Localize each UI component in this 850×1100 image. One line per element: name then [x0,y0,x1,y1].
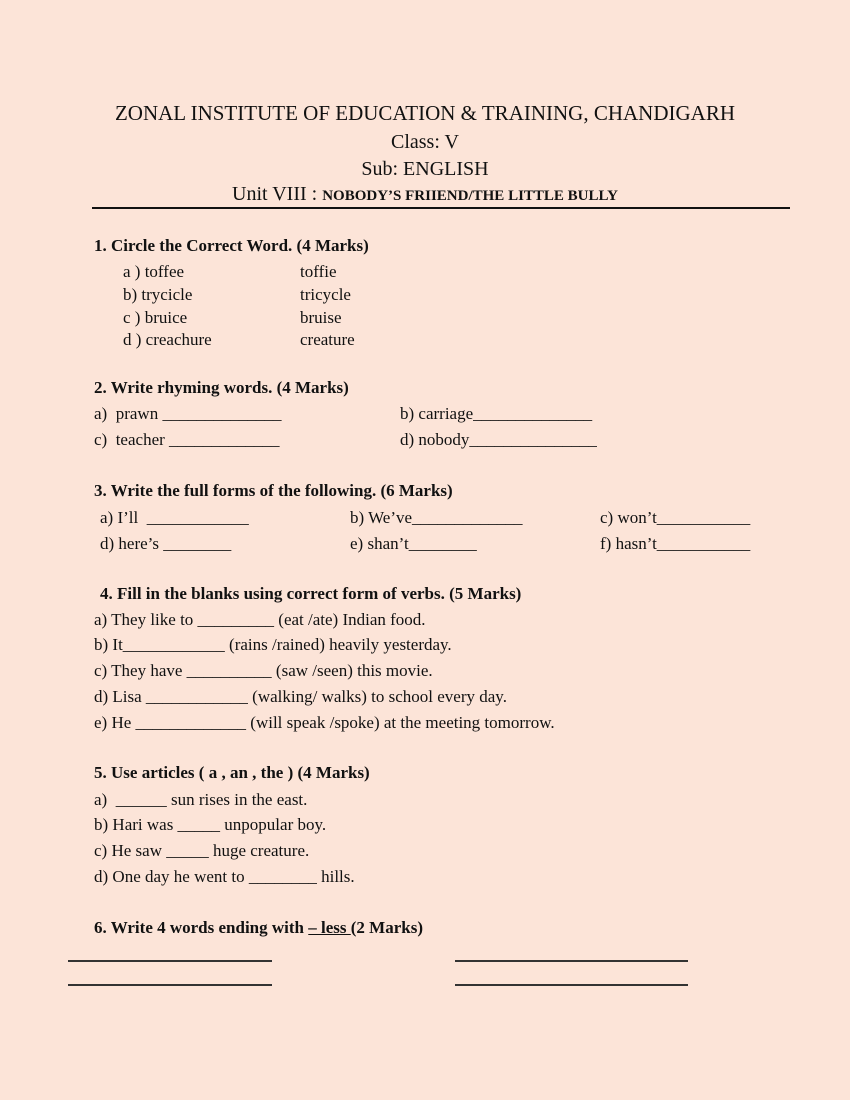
q5-item: a) ______ sun rises in the east. [94,790,308,809]
q3-item: e) shan’t________ [350,534,477,553]
q5-item: c) He saw _____ huge creature. [94,841,310,860]
header-divider [92,207,790,209]
q1-heading: 1. Circle the Correct Word. (4 Marks) [94,236,369,255]
q4-item: c) They have __________ (saw /seen) this movie. [94,661,433,680]
q1-option: tricycle [300,285,351,304]
q2-item: b) carriage______________ [400,404,593,423]
q4-heading: 4. Fill in the blanks using correct form of verbs. (5 Marks) [100,584,522,603]
institute-title: ZONAL INSTITUTE OF EDUCATION & TRAINING, CHANDIGARH [114,101,736,125]
q2-item: c) teacher _____________ [94,430,280,449]
subject-label: Sub: ENGLISH [361,158,489,180]
q6-marks: (2 Marks) [350,918,423,937]
unit-line [0,182,850,208]
answer-line [68,984,272,986]
q6-suffix: – less [308,918,351,937]
q1-option: b) trycicle [123,285,193,304]
q1-option: bruise [300,308,342,327]
q4-item: d) Lisa ____________ (walking/ walks) to school every day. [94,687,507,706]
q6-heading [94,918,423,938]
q2-heading: 2. Write rhyming words. (4 Marks) [94,378,349,397]
q4-item: b) It____________ (rains /rained) heavily yesterday. [94,635,452,654]
q3-heading: 3. Write the full forms of the following. (6 Marks) [94,481,453,500]
q3-item: c) won’t___________ [600,508,751,527]
q1-option: creature [300,330,355,349]
unit-title: NOBODY’S FRIIEND/THE LITTLE BULLY [322,188,618,204]
answer-line [455,960,688,962]
q1-option: toffie [300,262,337,281]
q3-item: d) here’s ________ [100,534,232,553]
q1-option: a ) toffee [123,262,185,281]
q3-item: f) hasn’t___________ [600,534,751,553]
q5-heading: 5. Use articles ( a , an , the ) (4 Marks) [94,763,370,782]
q6-heading-text: 6. Write 4 words ending with [94,918,309,937]
q2-item: d) nobody_______________ [400,430,597,449]
q1-option: c ) bruice [123,308,188,327]
answer-line [455,984,688,986]
unit-prefix: Unit VIII : [232,183,323,205]
answer-line [68,960,272,962]
class-label: Class: V [391,131,459,153]
q3-item: a) I’ll ____________ [100,508,249,527]
q4-item: e) He _____________ (will speak /spoke) at the meeting tomorrow. [94,713,555,732]
q5-item: b) Hari was _____ unpopular boy. [94,815,327,834]
q5-item: d) One day he went to ________ hills. [94,867,355,886]
q4-item: a) They like to _________ (eat /ate) Indian food. [94,610,426,629]
q3-item: b) We’ve_____________ [350,508,523,527]
q2-item: a) prawn ______________ [94,404,282,423]
q1-option: d ) creachure [123,330,212,349]
